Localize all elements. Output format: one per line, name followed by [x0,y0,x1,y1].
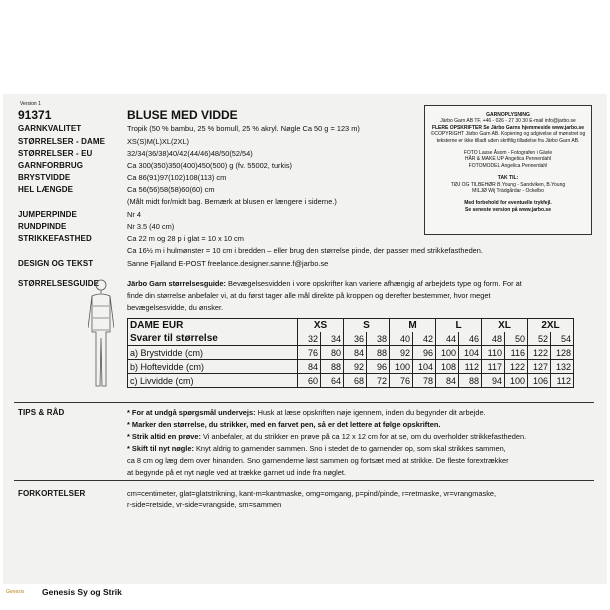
row-label: a) Brystvidde (cm) [128,346,298,360]
row-label: b) Hoftevidde (cm) [128,360,298,374]
spec-value: Ca 86(91)97(102)108(113) cm [127,173,227,182]
spec-label: DESIGN OG TEKST [18,259,94,268]
cell: 96 [413,346,436,360]
spec-label: HEL LÆNGDE [18,185,74,194]
tip-text: Vi anbefaler, at du strikker en prøve på ca 12 x 12 cm for at se, om du overholder strikkefastheden. [200,432,527,441]
eu-size: 38 [367,332,390,346]
spec-label: RUNDPINDE [18,222,67,231]
spec-value: (Målt midt for/midt bag. Bemærk at blusen er længere i siderne.) [127,197,337,206]
tip-line [127,444,506,453]
cell: 84 [344,346,367,360]
size-table-header [128,319,574,333]
spec-label: BRYSTVIDDE [18,173,71,182]
size-guide-label: STØRRELSESGUIDE [18,279,100,288]
table-row [128,360,574,374]
tip-text: Husk at læse opskriften nøje igennem, inden du begynder dit arbejde. [255,408,486,417]
size-xl: XL [482,319,528,333]
tip-text: Knyt aldrig to garnender sammen. Sno i stedet de to garnender op, som skal strikkes sammen, [193,444,506,453]
cell: 76 [390,374,413,388]
cell: 112 [459,360,482,374]
eu-size: 48 [482,332,505,346]
cell: 100 [505,374,528,388]
cell: 116 [505,346,528,360]
abbrev-label: FORKORTELSER [18,489,86,498]
cell: 88 [321,360,344,374]
cell: 84 [436,374,459,388]
table-row [128,332,574,346]
table-subhead: Svarer til størrelse [128,332,298,346]
cell: 60 [298,374,321,388]
divider [14,402,594,403]
spec-value: Tropik (50 % bambu, 25 % bomull, 25 % akryl. Nøgle Ca 50 g = 123 m) [127,124,360,133]
info-line: FLERE OPSKRIFTER Se Järbo Garns hjemmeside www.jarbo.se [431,124,585,131]
cell: 100 [390,360,413,374]
abbrev-text: r-side=retside, vr-side=vrangside, sm=sammen [127,500,282,509]
body-measurement-figure [88,276,114,388]
cell: 132 [551,360,574,374]
table-row [128,374,574,388]
cell: 88 [367,346,390,360]
cell: 112 [551,374,574,388]
divider [14,480,594,481]
spec-label: JUMPERPINDE [18,210,77,219]
yarn-info-box [424,105,592,235]
cell: 122 [528,346,551,360]
spec-label: GARNKVALITET [18,124,82,133]
eu-size: 52 [528,332,551,346]
info-line: HÅR & MAKE UP Angelica Pennerdahl [464,156,552,163]
info-line: Se seneste version på www.jarbo.se [465,206,551,213]
cell: 104 [413,360,436,374]
cell: 88 [459,374,482,388]
info-line: MILJØ Wij Trädgårdar - Ockelbo [472,188,544,195]
cell: 122 [505,360,528,374]
tip-line [127,408,486,417]
cell: 72 [367,374,390,388]
eu-size: 40 [390,332,413,346]
info-line: teksterne er ikke tilladt uden skriftlig tilladelse fra Järbo Garn AB. [436,137,580,144]
size-guide-title: Järbo Garn størrelsesguide: [127,279,226,288]
cell: 84 [298,360,321,374]
cell: 127 [528,360,551,374]
eu-size: 44 [436,332,459,346]
cell: 117 [482,360,505,374]
cell: 108 [436,360,459,374]
tip-line [127,420,440,429]
tip-line: ca 8 cm og læg dem over hinanden. Sno garnenderne løst sammen og fortsæt med at strikke. De fleste forextrækker [127,456,509,465]
spec-label: STØRRELSER - EU [18,149,93,158]
info-line: TAK TIL: [497,175,519,182]
info-line: TØJ OG TILBEHØR B.Young - Sandviken, B.Young [450,181,566,188]
spec-value: Sanne Fjalland E-POST freelance.designer.sanne.f@jarbo.se [127,259,329,268]
tip-bold: * Marker den størrelse, du strikker, med en farvet pen, så er det lettere at følge opskriften. [127,420,441,429]
size-guide-text: finde din størrelse anbefaler vi, at du først tager alle mål direkte på kroppen og derefter bestemmer, hvor meget [127,291,491,300]
spec-value: Ca 300(350)350(400)450(500) g (fv. 55002, turkis) [127,161,293,170]
info-title: GARNOPLYSNING [486,112,530,118]
size-table [127,318,574,388]
row-label: c) Livvidde (cm) [128,374,298,388]
cell: 92 [390,346,413,360]
cell: 76 [298,346,321,360]
table-head: DAME EUR [128,319,298,333]
footer-logo [6,589,24,595]
spec-label: STØRRELSER - DAME [18,137,106,146]
cell: 94 [482,374,505,388]
cell: 104 [459,346,482,360]
size-2xl: 2XL [528,319,574,333]
eu-size: 36 [344,332,367,346]
info-line: ©COPYRIGHT Järbo Garn AB. Kopiering og udgivelse af mønstret og [430,131,586,138]
eu-size: 32 [298,332,321,346]
cell: 100 [436,346,459,360]
version-label: Version 1 [20,101,41,107]
info-line: Järbo Garn AB TF. +46 - 026 - 27 30 30 E-mail info@jarbo.se [440,118,576,125]
spec-label: GARNFORBRUG [18,161,84,170]
eu-size: 46 [459,332,482,346]
eu-size: 34 [321,332,344,346]
size-m: M [390,319,436,333]
info-line: FOTO Lasse Åsom - Fotografen i Gävle [463,150,553,157]
tip-line [127,432,526,441]
spec-label: STRIKKEFASTHED [18,234,92,243]
logo-text: Genesis [6,589,25,595]
eu-size: 50 [505,332,528,346]
tip-bold: * Strik altid en prøve: [127,432,201,441]
info-line: Med forbehold for eventuelle trykfejl. [464,200,552,207]
pattern-number: 91371 [18,108,52,122]
size-guide-text: Bevægelsesvidden i vore opskrifter kan variere afhængig af arbejdets type og form. For at [228,279,522,288]
size-xs: XS [298,319,344,333]
tips-label: TIPS & RÅD [18,408,65,417]
cell: 92 [344,360,367,374]
cell: 96 [367,360,390,374]
cell: 106 [528,374,551,388]
size-guide-line [127,279,522,288]
cell: 78 [413,374,436,388]
spec-value: XS(S)M(L)XL(2XL) [127,137,190,146]
size-s: S [344,319,390,333]
tip-bold: * For at undgå spørgsmål undervejs: [127,408,256,417]
size-l: L [436,319,482,333]
footer-shop-name: Genesis Sy og Strik [42,587,122,597]
size-guide-text: bevægelsesvidde, du ønsker. [127,303,224,312]
eu-size: 42 [413,332,436,346]
spec-value: 32/34(36/38)40/42(44/46)48/50(52/54) [127,149,253,158]
cell: 128 [551,346,574,360]
cell: 64 [321,374,344,388]
spec-value: Ca 16½ m i hulmønster = 10 cm i bredden – eller brug den størrelse pinde, der passer med strikkefastheden. [127,246,483,255]
spec-value: Ca 22 m og 28 p i glat = 10 x 10 cm [127,234,244,243]
spec-value: Nr 3.5 (40 cm) [127,222,175,231]
cell: 80 [321,346,344,360]
cell: 68 [344,374,367,388]
tip-line: at begynde på et nyt nøgle ved at trække garnet ud inde fra nøglet. [127,468,346,477]
info-line: FOTOMODEL Angelica Pennerdahl [468,162,548,169]
spec-value: Ca 56(56)58(58)60(60) cm [127,185,215,194]
tip-bold: * Skift til nyt nøgle: [127,444,194,453]
table-row [128,346,574,360]
cell: 110 [482,346,505,360]
pattern-title: BLUSE MED VIDDE [127,108,238,122]
spec-value: Nr 4 [127,210,141,219]
abbrev-text: cm=centimeter, glat=glatstrikning, kant-m=kantmaske, omg=omgang, p=pind/pinde, r=retmaske, vr=vrangmaske, [127,489,497,498]
eu-size: 54 [551,332,574,346]
